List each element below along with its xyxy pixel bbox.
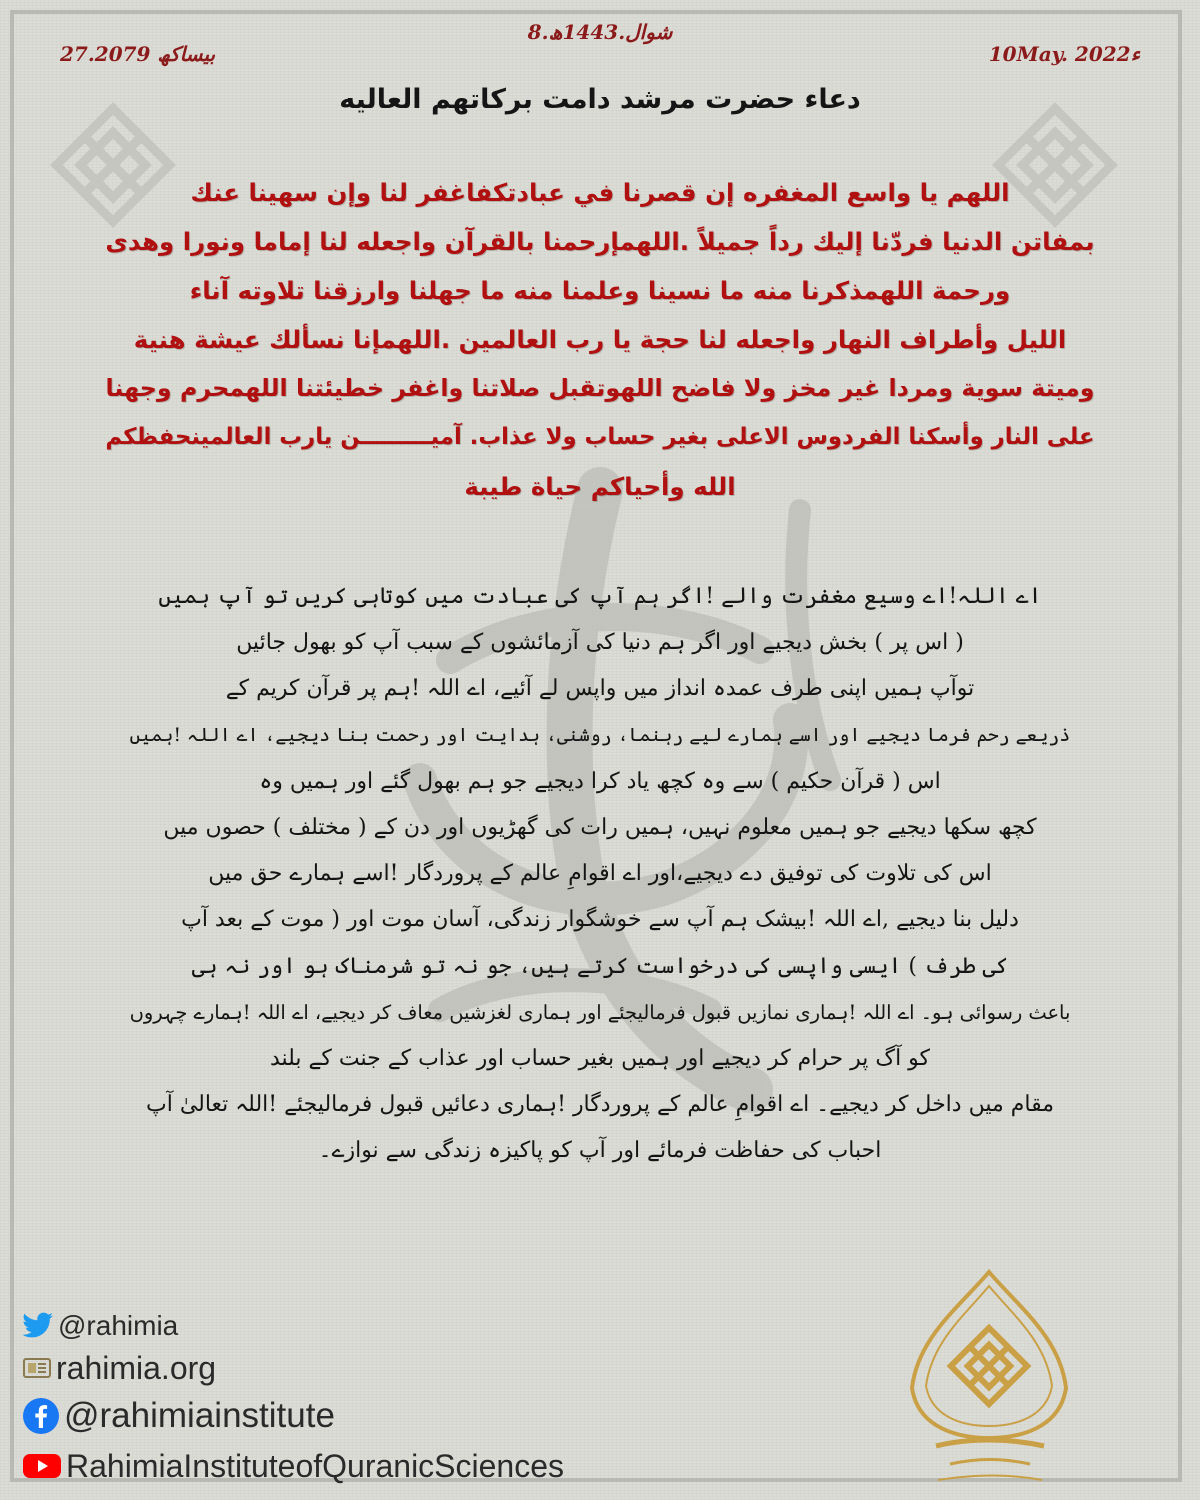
urdu-line: دلیل بنا دیجیے ,اے اللہ !بیشک ہم آپ سے خوشگوار زندگی، آسان موت اور ( موت کے بعد آپ bbox=[181, 907, 1019, 933]
date-hijri: 8.شوال.1443ھ bbox=[527, 20, 673, 44]
page-title: دعاء حضرت مرشد دامت برکاتهم العاليه bbox=[339, 84, 861, 115]
arabic-line: اللهم يا واسع المغفره إن قصرنا في عبادتكفاغفر لنا وإن سهينا عنك bbox=[190, 178, 1010, 207]
facebook-icon bbox=[22, 1397, 60, 1435]
urdu-line: کی طرف ) ایسی واپسی کی درخواست کرتے ہیں، جو نہ تو شرمناک ہو اور نہ ہی bbox=[191, 953, 1009, 979]
arabic-line: بمفاتن الدنيا فردّنا إليك رداً جميلاً .اللهمإرحمنا بالقرآن واجعله لنا إماما ونورا وهدى bbox=[105, 227, 1095, 256]
urdu-line: اے اللہ!اے وسیع مغفرت والے !اگر ہم آپ کی عبادت میں کوتاہی کریں تو آپ ہمیں bbox=[158, 584, 1042, 609]
urdu-line: کچھ سکھا دیجیے جو ہمیں معلوم نہیں، ہمیں رات کی گھڑیوں اور دن کے ( مختلف ) حصوں میں bbox=[163, 815, 1037, 841]
urdu-line: ذریعے رحم فرما دیجیے اور اسے ہمارے لیے رہنما، روشنی، ہدایت اور رحمت بنا دیجیے، اے اللہ !ہمیں bbox=[129, 724, 1071, 746]
social-links bbox=[22, 1306, 564, 1490]
rahimia-logo bbox=[898, 1268, 1080, 1488]
date-bikrami: 27.بیساکھ 2079 bbox=[60, 42, 216, 66]
arabic-line: الله وأحياكم حياة طيبة bbox=[464, 472, 736, 501]
website-icon bbox=[22, 1354, 52, 1382]
twitter-icon bbox=[22, 1312, 54, 1340]
arabic-dua bbox=[95, 168, 1105, 511]
twitter-row[interactable] bbox=[22, 1306, 564, 1346]
arabic-line: وميتة سوية ومردا غير مخز ولا فاضح اللهوتقبل صلاتنا واغفر خطيئتنا اللهمحرم وجهنا bbox=[105, 374, 1095, 402]
urdu-line: کو آگ پر حرام کر دیجیے اور ہمیں بغیر حساب اور عذاب کے جنت کے بلند bbox=[269, 1046, 931, 1072]
urdu-line: توآپ ہمیں اپنی طرف عمدہ انداز میں واپس لے آئیے، اے اللہ !ہم پر قرآن کریم کے bbox=[225, 676, 975, 702]
youtube-icon bbox=[22, 1452, 62, 1480]
website-row[interactable] bbox=[22, 1346, 564, 1390]
facebook-row[interactable] bbox=[22, 1390, 564, 1442]
arabic-line: ورحمة اللهمذكرنا منه ما نسينا وعلمنا منه ما جهلنا وارزقنا تلاوته آناء bbox=[189, 276, 1011, 305]
urdu-line: ( اس پر ) بخش دیجیے اور اگر ہم دنیا کی آزمائشوں کے سبب آپ کو بھول جائیں bbox=[236, 630, 964, 656]
arabic-line: الليل وأطراف النهار واجعله لنا حجة يا رب العالمين .اللهمإنا نسألك عيشة هنية bbox=[133, 325, 1067, 354]
urdu-line: اس ( قرآن حکیم ) سے وہ کچھ یاد کرا دیجیے جو ہم بھول گئے اور ہمیں وہ bbox=[259, 768, 941, 794]
urdu-line: مقام میں داخل کر دیجیے۔ اے اقوامِ عالم کے پروردگار !ہماری دعائیں قبول فرمالیجئے !اللہ تعالیٰ آپ bbox=[146, 1092, 1054, 1118]
youtube-row[interactable] bbox=[22, 1442, 564, 1490]
facebook-handle[interactable]: @rahimiainstitute bbox=[64, 1396, 335, 1435]
urdu-line: اس کی تلاوت کی توفیق دے دیجیے،اور اے اقوامِ عالم کے پروردگار !اسے ہمارے حق میں bbox=[208, 861, 992, 887]
urdu-line: باعث رسوائی ہو۔ اے اللہ !ہماری نمازیں قبول فرمالیجئے اور ہماری لغزشیں معاف کر دیجیے، اے اللہ !ہمارے چہروں bbox=[129, 1000, 1071, 1024]
twitter-handle[interactable]: @rahimia bbox=[58, 1310, 179, 1341]
website-link[interactable]: rahimia.org bbox=[56, 1349, 217, 1386]
urdu-line: احباب کی حفاظت فرمائے اور آپ کو پاکیزہ زندگی سے نوازے۔ bbox=[318, 1138, 882, 1164]
arabic-line: على النار وأسكنا الفردوس الاعلى بغير حساب ولا عذاب. آميـــــــــن يارب العالمينحفظكم bbox=[105, 424, 1095, 450]
date-gregorian: 10May. 2022ء bbox=[988, 42, 1140, 66]
youtube-channel[interactable]: RahimiaInstituteofQuranicSciences bbox=[66, 1447, 565, 1484]
urdu-translation bbox=[120, 574, 1080, 1175]
